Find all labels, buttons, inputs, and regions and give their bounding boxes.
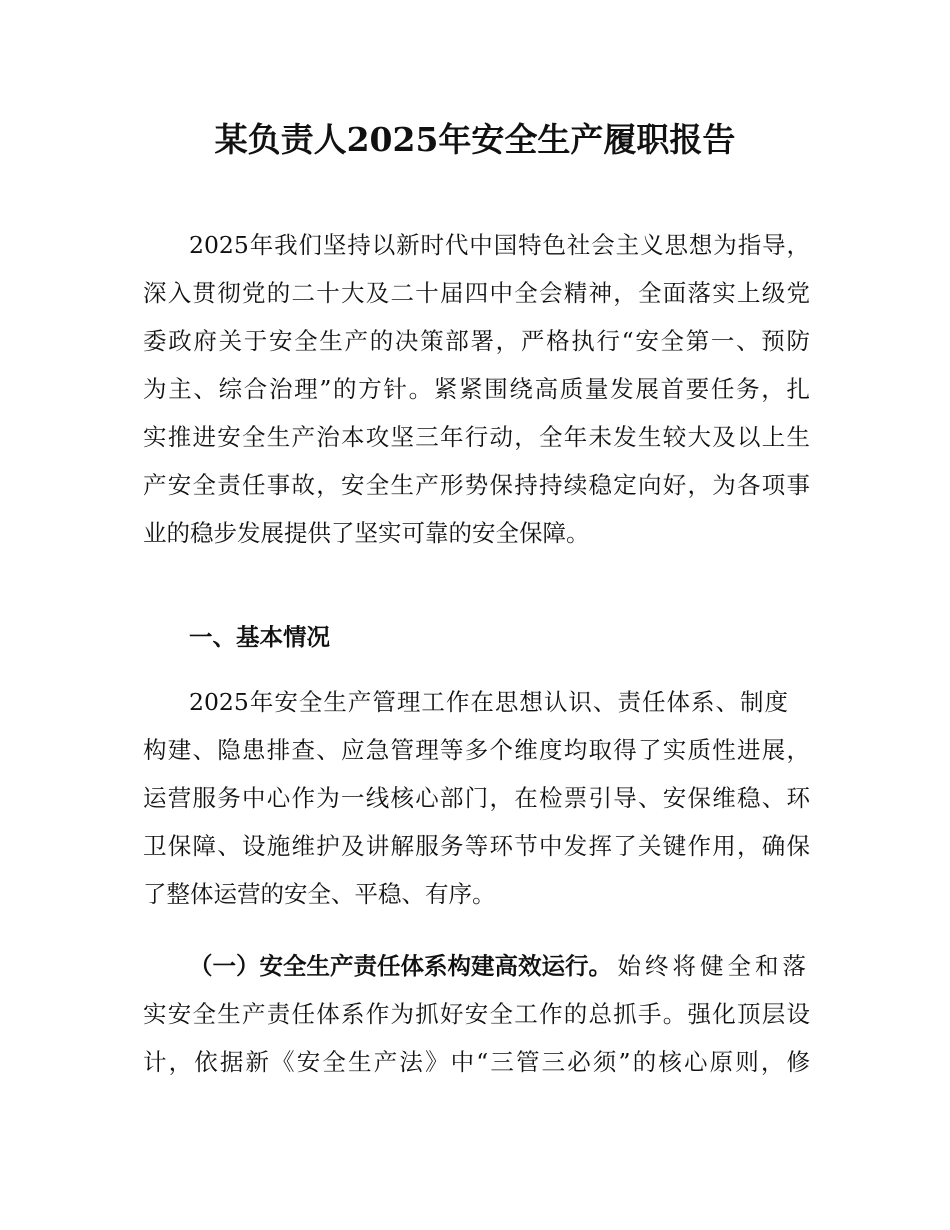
text-line: 计，依据新《安全生产法》中“三管三必须”的核心原则，修	[143, 1048, 810, 1076]
text-line	[143, 942, 810, 990]
text-line: 业的稳步发展提供了坚实可靠的安全保障。	[143, 519, 590, 547]
text-line: 卫保障、设施维护及讲解服务等环节中发挥了关键作用，确保	[143, 832, 810, 860]
text-line: 2025年安全生产管理工作在思想认识、责任体系、制度	[189, 688, 788, 716]
text-line: 产安全责任事故，安全生产形势保持持续稳定向好，为各项事	[143, 471, 810, 499]
text-span: 始终将健全和落	[617, 952, 810, 980]
intro-paragraph	[143, 221, 810, 557]
text-line: 2025年我们坚持以新时代中国特色社会主义思想为指导，	[189, 231, 810, 259]
basic-situation-paragraph	[143, 678, 810, 918]
text-line: 实推进安全生产治本攻坚三年行动，全年未发生较大及以上生	[143, 423, 810, 451]
text-line: 为主、综合治理”的方针。紧紧围绕高质量发展首要任务，扎	[143, 375, 810, 403]
text-line: 了整体运营的安全、平稳、有序。	[143, 880, 496, 908]
text-line: 委政府关于安全生产的决策部署，严格执行“安全第一、预防	[143, 327, 810, 355]
section-heading	[143, 613, 810, 661]
section-heading-text: 一、基本情况	[189, 623, 330, 651]
subsection-heading: （一）安全生产责任体系构建高效运行。	[189, 952, 612, 980]
document-title: 某负责人2025年安全生产履职报告	[214, 120, 736, 159]
text-line: 深入贯彻党的二十大及二十届四中全会精神，全面落实上级党	[143, 279, 810, 307]
text-line: 运营服务中心作为一线核心部门，在检票引导、安保维稳、环	[143, 784, 810, 812]
text-line: 构建、隐患排查、应急管理等多个维度均取得了实质性进展，	[143, 736, 810, 764]
subsection-paragraph	[143, 942, 810, 1086]
text-line: 实安全生产责任体系作为抓好安全工作的总抓手。强化顶层设	[143, 1000, 810, 1028]
